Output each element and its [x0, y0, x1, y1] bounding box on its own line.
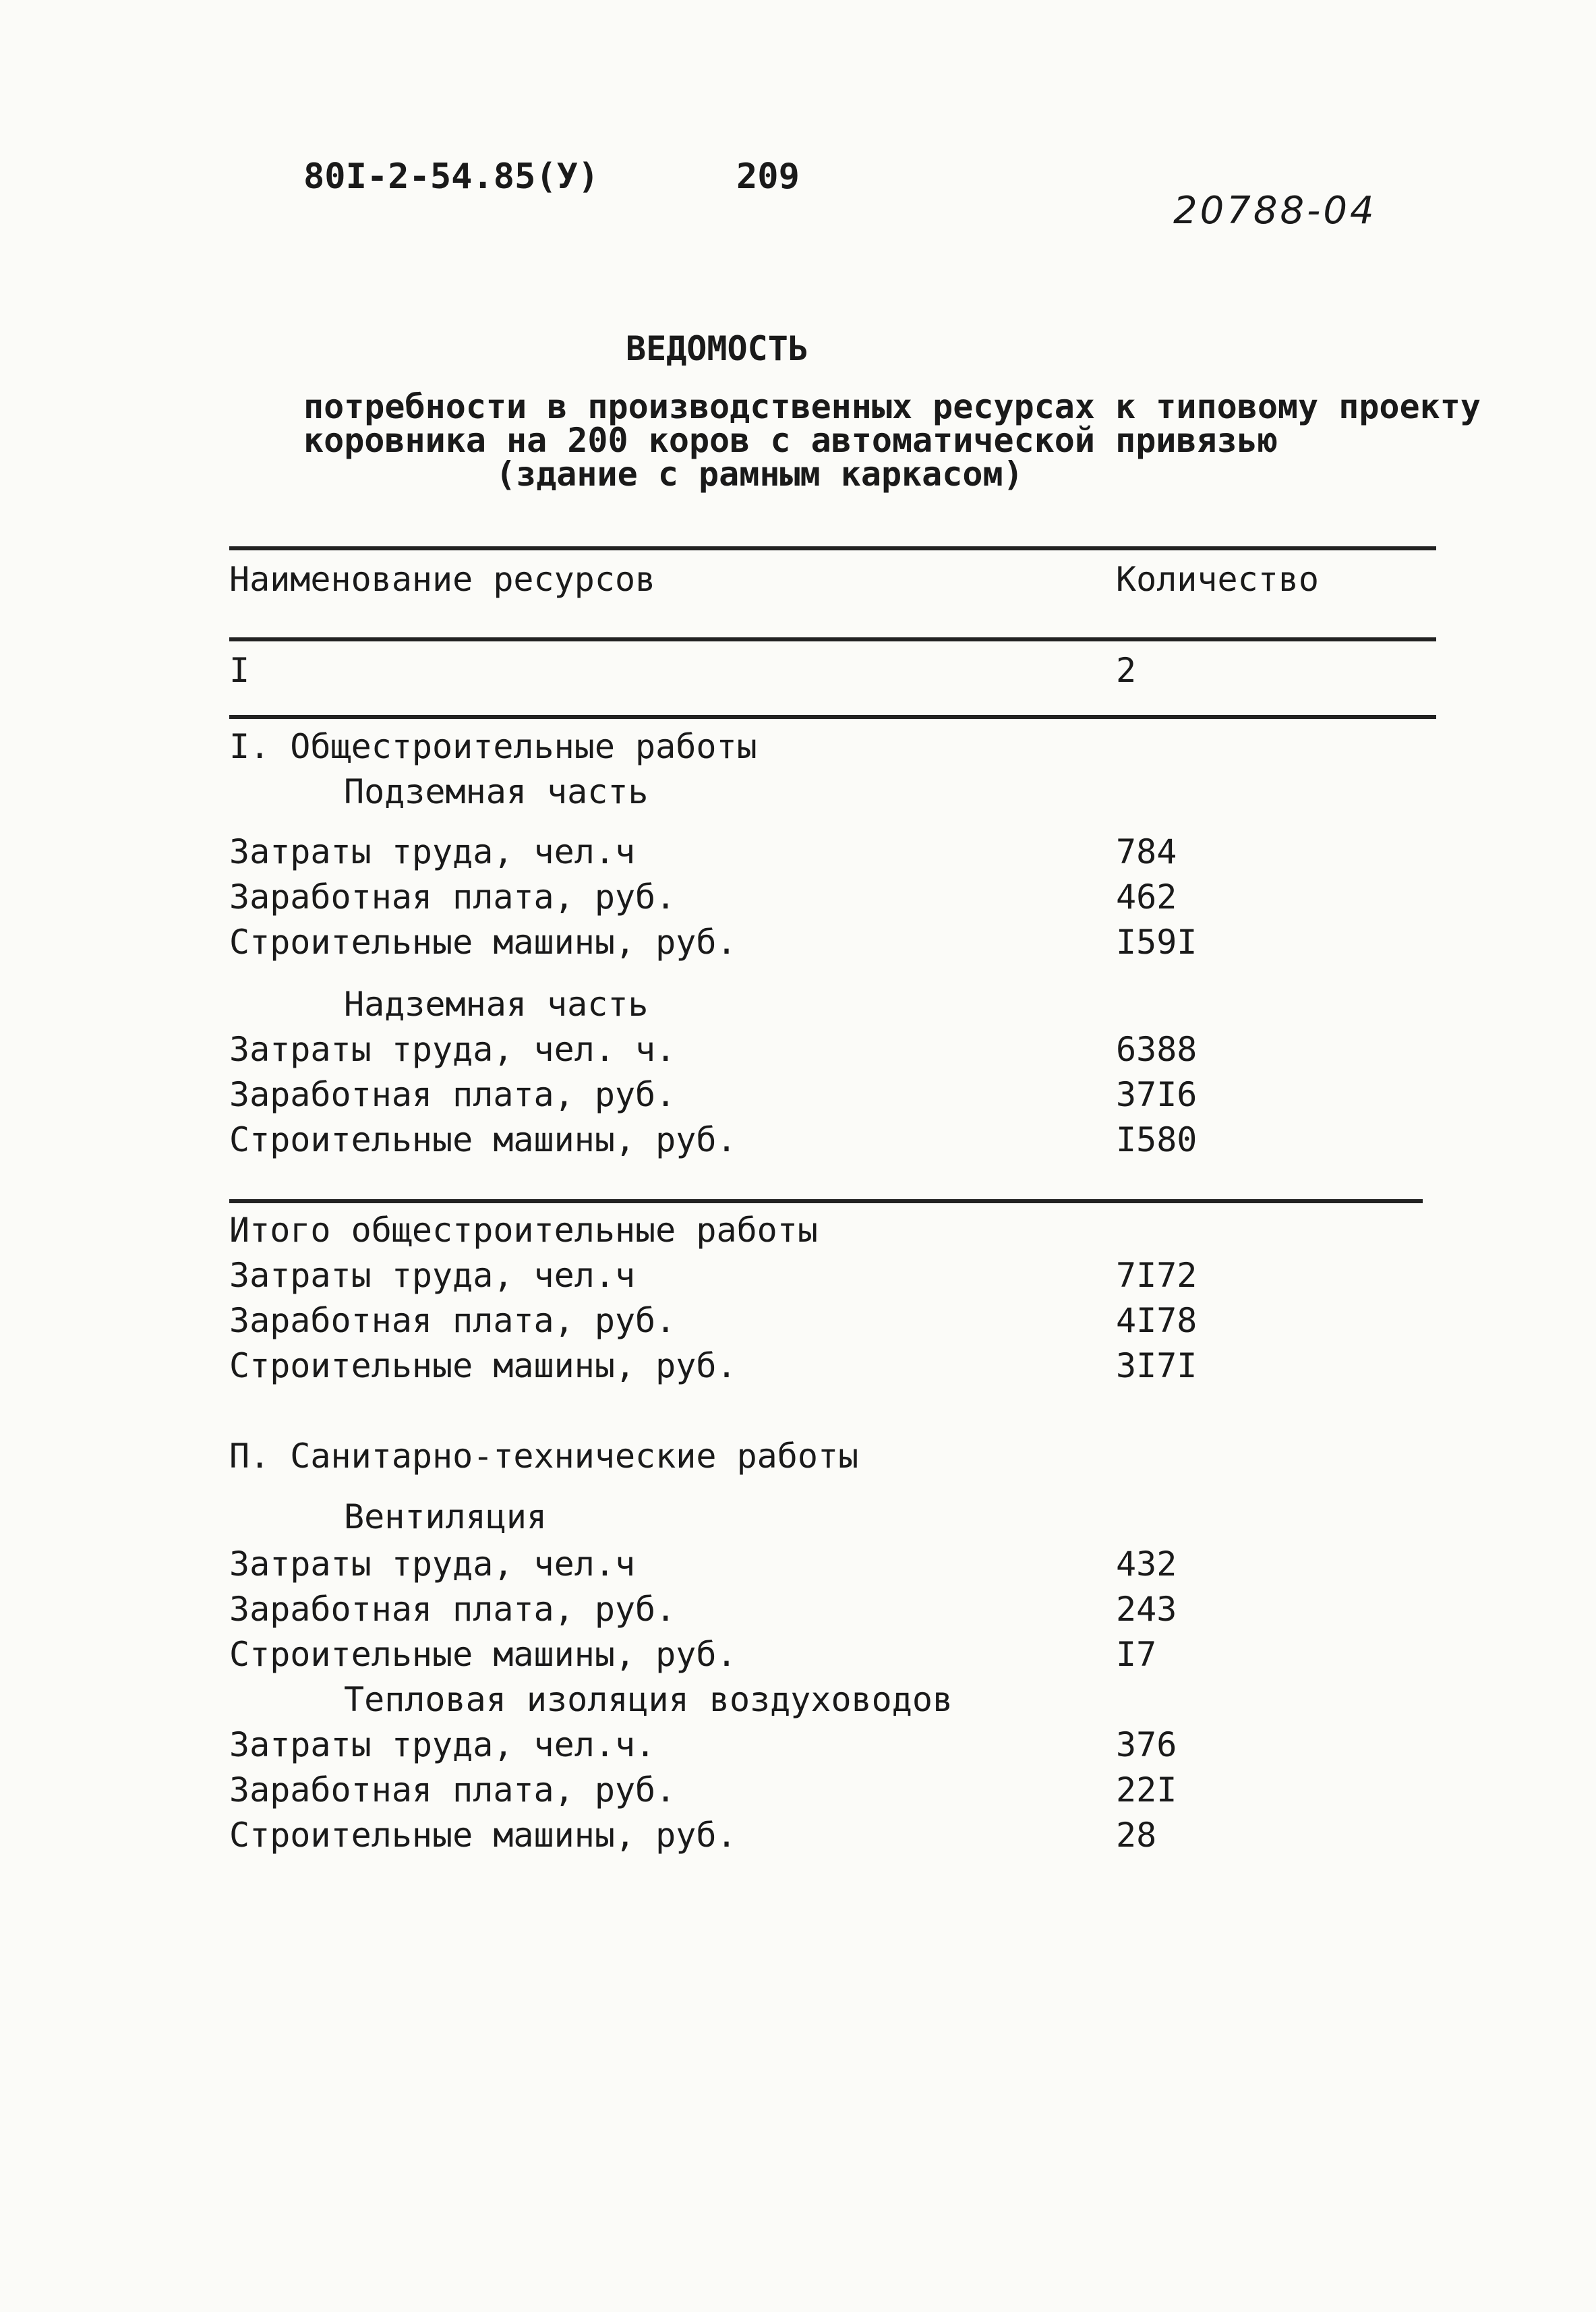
table-top-rule	[229, 546, 1436, 550]
row-labor-value: 7I72	[1116, 1256, 1198, 1295]
row-machines-label: Строительные машины, руб.	[229, 1346, 737, 1385]
row-machines-value: I7	[1116, 1635, 1157, 1674]
total-separator-rule	[229, 1199, 1423, 1203]
row-machines-label: Строительные машины, руб.	[229, 1816, 737, 1855]
row-labor-value: 432	[1116, 1544, 1177, 1584]
row-wages-label: Заработная плата, руб.	[229, 1590, 676, 1629]
row-labor-label: Затраты труда, чел.ч	[229, 832, 636, 871]
subsection-ventilation-title: Вентиляция	[344, 1497, 548, 1536]
subtitle-line-1: потребности в производственных ресурсах к типовому проекту	[303, 387, 1481, 426]
row-labor-label: Затраты труда, чел.ч.	[229, 1725, 656, 1764]
column-header-quantity: Количество	[1116, 560, 1320, 599]
subtitle-line-3: (здание с рамным каркасом)	[496, 455, 1024, 494]
section-1-title: I. Общестроительные работы	[229, 727, 757, 766]
total-title: Итого общестроительные работы	[229, 1211, 818, 1250]
row-labor-label: Затраты труда, чел.ч	[229, 1256, 636, 1295]
row-machines-value: I580	[1116, 1120, 1198, 1159]
column-number-2: 2	[1116, 651, 1137, 690]
subtitle-line-2: коровника на 200 коров с автоматической привязью	[303, 421, 1278, 460]
row-wages-value: 243	[1116, 1590, 1177, 1629]
row-machines-label: Строительные машины, руб.	[229, 923, 737, 962]
row-wages-label: Заработная плата, руб.	[229, 1301, 676, 1340]
row-labor-value: 376	[1116, 1725, 1177, 1764]
row-wages-value: 462	[1116, 877, 1177, 917]
row-wages-value: 4I78	[1116, 1301, 1198, 1340]
row-labor-value: 6388	[1116, 1030, 1198, 1069]
row-wages-label: Заработная плата, руб.	[229, 877, 676, 917]
subsection-aboveground-title: Надземная часть	[344, 985, 649, 1024]
row-labor-value: 784	[1116, 832, 1177, 871]
row-machines-value: 28	[1116, 1816, 1157, 1855]
subsection-underground-title: Подземная часть	[344, 772, 649, 811]
row-machines-label: Строительные машины, руб.	[229, 1635, 737, 1674]
document-code: 80I-2-54.85(У)	[303, 156, 599, 197]
row-labor-label: Затраты труда, чел.ч	[229, 1544, 636, 1584]
row-wages-label: Заработная плата, руб.	[229, 1770, 676, 1810]
row-machines-value: I59I	[1116, 923, 1198, 962]
column-number-1: I	[229, 651, 250, 690]
numbering-bottom-rule	[229, 715, 1436, 719]
row-wages-value: 22I	[1116, 1770, 1177, 1810]
inventory-number: 20788-04	[1173, 189, 1377, 233]
header-bottom-rule	[229, 637, 1436, 641]
row-machines-label: Строительные машины, руб.	[229, 1120, 737, 1159]
row-wages-label: Заработная плата, руб.	[229, 1075, 676, 1114]
row-wages-value: 37I6	[1116, 1075, 1198, 1114]
row-machines-value: 3I7I	[1116, 1346, 1198, 1385]
row-labor-label: Затраты труда, чел. ч.	[229, 1030, 676, 1069]
document-title: ВЕДОМОСТЬ	[626, 329, 808, 368]
page-number: 209	[736, 156, 800, 197]
section-2-title: П. Санитарно-технические работы	[229, 1437, 859, 1476]
column-header-name: Наименование ресурсов	[229, 560, 656, 599]
subsection-duct-insulation-title: Тепловая изоляция воздуховодов	[344, 1680, 953, 1719]
